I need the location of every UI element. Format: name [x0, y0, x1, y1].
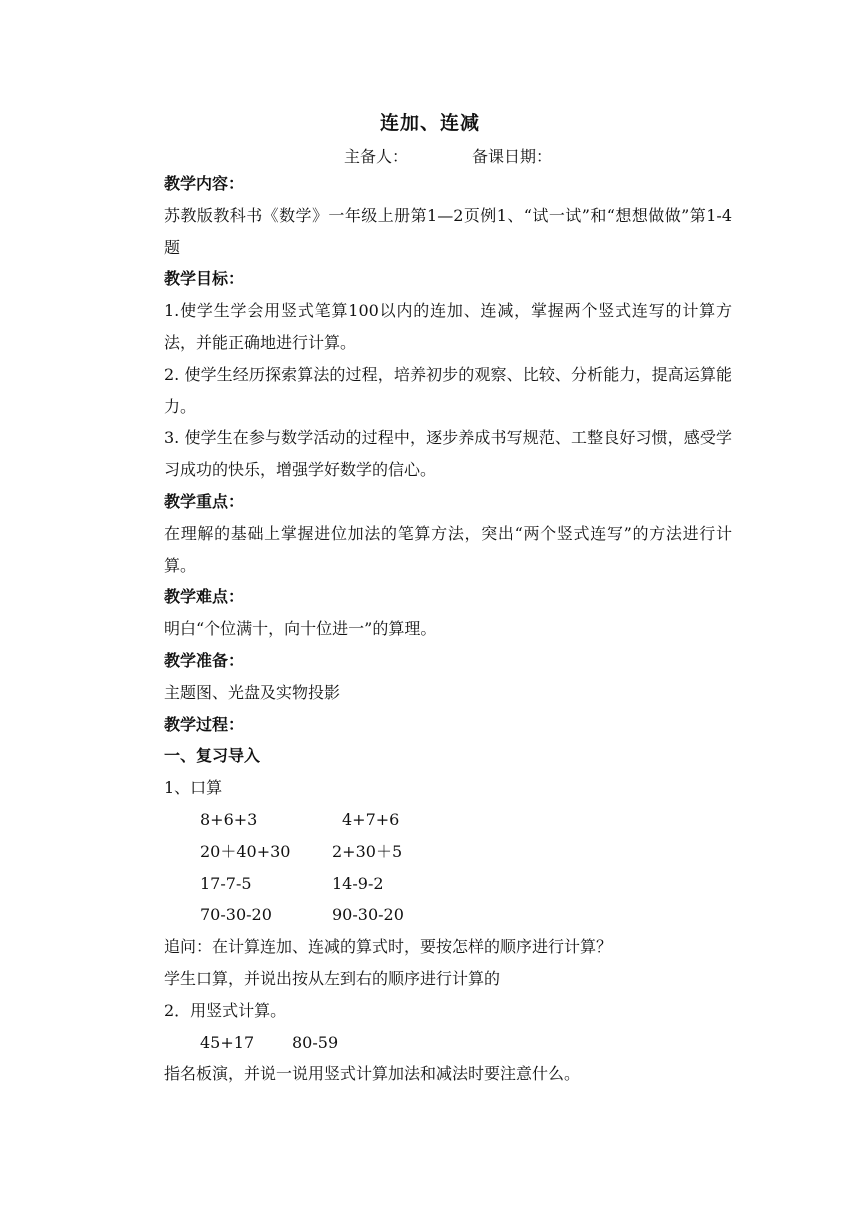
vertical-row — [164, 1027, 732, 1059]
board-text: 指名板演，并说一说用竖式计算加法和减法时要注意什么。 — [164, 1064, 581, 1084]
oral-row — [164, 868, 732, 900]
oral-expr: 4+7+6 — [342, 809, 400, 829]
part1-heading: 一、复习导入 — [164, 746, 261, 766]
content-heading: 教学内容： — [164, 174, 245, 193]
answer-text: 学生口算，并说出按从左到右的顺序进行计算的 — [164, 968, 501, 988]
oral-expr: 17-7-5 — [200, 873, 252, 893]
goal-3: 3. 使学生在参与数学活动的过程中，逐步养成书写规范、工整良好习惯，感受学习成功的快乐，增强学好数学的信心。 — [164, 428, 732, 480]
oral-expr: 14-9-2 — [332, 873, 384, 893]
oral-label: 1、口算 — [164, 778, 223, 798]
difficult-text: 明白“个位满十，向十位进一”的算理。 — [164, 619, 437, 639]
oral-expr: 90-30-20 — [332, 905, 404, 925]
prep-text: 主题图、光盘及实物投影 — [164, 682, 341, 702]
vertical-expr: 45+17 — [200, 1032, 255, 1052]
goal-2: 2. 使学生经历探索算法的过程，培养初步的观察、比较、分析能力，提高运算能力。 — [164, 364, 732, 416]
goal-1: 1.使学生学会用竖式笔算100以内的连加、连减，掌握两个竖式连写的计算方法，并能正确地进行计算。 — [164, 301, 732, 352]
document-title: 连加、连减 — [379, 112, 480, 134]
ask-text: 追问：在计算连加、连减的算式时，要按怎样的顺序进行计算？ — [164, 937, 613, 957]
goals-heading: 教学目标： — [164, 269, 245, 289]
vertical-label: 2．用竖式计算。 — [164, 1000, 287, 1020]
difficult-heading: 教学难点： — [164, 587, 245, 607]
oral-row — [164, 804, 732, 836]
oral-expr: 2+30＋5 — [332, 841, 403, 861]
oral-row — [164, 899, 732, 931]
key-text: 在理解的基础上掌握进位加法的笔算方法，突出“两个竖式连写”的方法进行计算。 — [164, 523, 732, 575]
date-label: 备课日期： — [472, 147, 553, 166]
vertical-expr: 80-59 — [292, 1032, 339, 1052]
oral-expr: 20＋40+30 — [200, 841, 291, 861]
oral-expr: 8+6+3 — [200, 809, 258, 829]
oral-row — [164, 836, 732, 868]
document-body — [164, 168, 732, 1090]
preparer-label: 主备人： — [344, 147, 409, 166]
content-text: 苏教版教科书《数学》一年级上册第1—2页例1、“试一试”和“想想做做”第1-4题 — [164, 205, 732, 257]
prep-heading: 教学准备： — [164, 650, 245, 670]
oral-expr: 70-30-20 — [200, 905, 272, 925]
process-heading: 教学过程： — [164, 714, 245, 734]
key-heading: 教学重点： — [164, 491, 245, 511]
meta-line — [344, 144, 552, 167]
